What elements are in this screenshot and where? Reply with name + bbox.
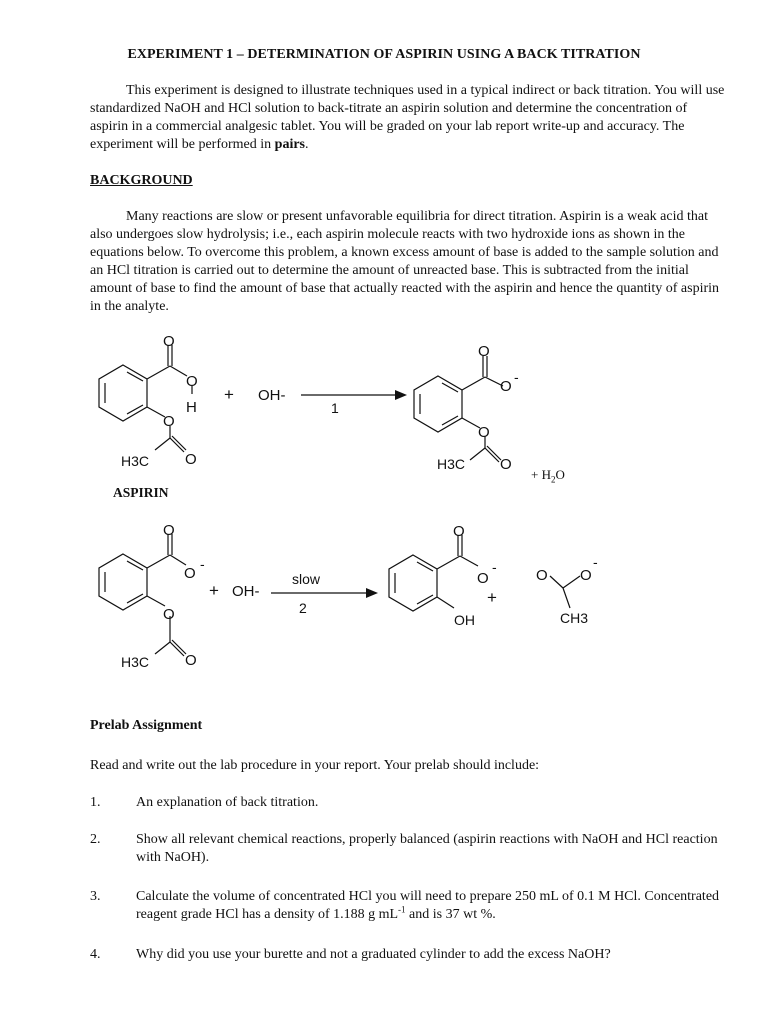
atom-o: O	[186, 373, 198, 390]
water-prefix: + H	[531, 467, 551, 482]
plus-sign: +	[487, 588, 497, 607]
atom-o: O	[477, 570, 489, 587]
water-suffix: O	[555, 467, 565, 482]
atom-o: O	[580, 567, 592, 584]
plus-sign: +	[224, 385, 234, 404]
arrow-2-label-bottom: 2	[299, 600, 307, 616]
atom-o: O	[478, 424, 490, 441]
atom-o: O	[500, 378, 512, 395]
atom-o: O	[500, 456, 512, 473]
atom-o: O	[478, 343, 490, 360]
document-title: EXPERIMENT 1 – DETERMINATION OF ASPIRIN USING A BACK TITRATION	[127, 47, 641, 62]
list-text-group	[136, 888, 730, 924]
list-number: 1.	[90, 795, 101, 810]
list-text: Calculate the volume of concentrated HCl you will need to prepare 250 mL of 0.1 M HCl. Concentrated reagent grade HCl has a density of 1.188 g mL	[136, 889, 720, 922]
atom-o: O	[185, 652, 197, 669]
atom-h: H	[186, 399, 197, 416]
superscript: -1	[398, 904, 406, 915]
background-text: Many reactions are slow or present unfavorable equilibria for direct titration. Aspirin is a weak acid that also undergoes slow hydrolysis; i.e., each aspirin molecule reacts with two hydroxide ions as shown in the equations below. To overcome this problem, a known excess amount of base is added to the sample solution and an HCl titration is carried out to determine the amount of unreacted base. This is subtracted from the initial amount of base to find the amount of base that actually reacted with the aspirin and hence the quantity of aspirin in the analyte.	[90, 209, 720, 314]
list-text: An explanation of back titration.	[136, 795, 319, 810]
atom-o: O	[163, 413, 175, 430]
charge-sign: -	[514, 369, 519, 385]
list-number: 2.	[90, 832, 101, 847]
prelab-heading: Prelab Assignment	[90, 718, 203, 733]
atom-h3c: H3C	[121, 654, 150, 670]
atom-o: O	[184, 565, 196, 582]
reaction-2-bonds	[99, 534, 580, 656]
charge-sign: -	[492, 559, 497, 575]
hydroxide-ion: OH-	[258, 387, 286, 404]
background-heading: BACKGROUND	[90, 173, 193, 188]
atom-o: O	[163, 606, 175, 623]
reaction-1-bonds	[99, 345, 503, 462]
intro-text: This experiment is designed to illustrate techniques used in a typical indirect or back titration. You will use standardized NaOH and HCl solution to back-titrate an aspirin solution and determine the concentration of aspirin in a commercial analgesic tablet. You will be graded on your lab report write-up and accuracy. The experiment will be performed in	[90, 83, 725, 152]
atom-o: O	[163, 333, 175, 350]
arrow-2-label-top: slow	[292, 571, 321, 587]
atom-h3c: H3C	[121, 453, 150, 469]
atom-o: O	[185, 451, 197, 468]
list-text: Show all relevant chemical reactions, properly balanced (aspirin reactions with NaOH and HCl reaction with NaOH).	[136, 832, 718, 865]
prelab-intro: Read and write out the lab procedure in your report. Your prelab should include:	[90, 758, 540, 773]
list-number: 3.	[90, 889, 101, 904]
arrow-2-head	[366, 588, 378, 598]
atom-o: O	[163, 522, 175, 539]
list-number: 4.	[90, 947, 101, 962]
atom-oh: OH	[454, 612, 475, 628]
charge-sign: -	[593, 554, 598, 570]
hydroxide-ion: OH-	[232, 583, 260, 600]
arrow-1-label: 1	[331, 400, 339, 416]
aspirin-label: ASPIRIN	[113, 485, 169, 500]
list-text: Why did you use your burette and not a graduated cylinder to add the excess NaOH?	[136, 947, 611, 962]
atom-ch3: CH3	[560, 610, 589, 626]
plus-sign: +	[209, 581, 219, 600]
atom-o: O	[536, 567, 548, 584]
arrow-1-head	[395, 390, 407, 400]
intro-end: .	[305, 137, 309, 152]
list-text-end: and is 37 wt %.	[405, 907, 496, 922]
atom-h3c: H3C	[437, 456, 466, 472]
water-subscript: 2	[550, 474, 556, 485]
atom-o: O	[453, 523, 465, 540]
intro-bold: pairs	[274, 137, 306, 152]
charge-sign: -	[200, 556, 205, 572]
water-product	[531, 467, 565, 485]
